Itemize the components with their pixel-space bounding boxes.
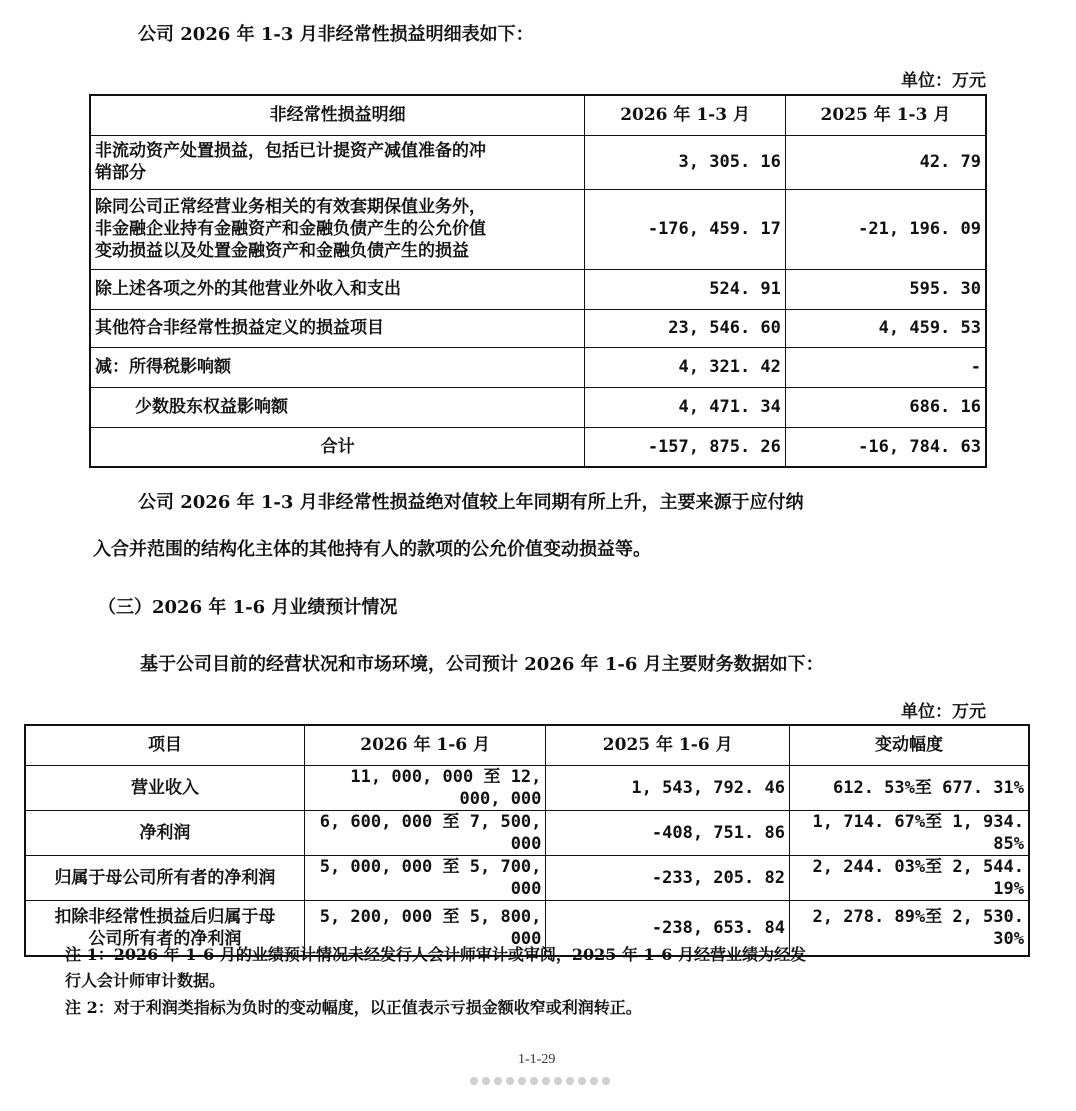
table2-value-2025: -238, 653. 84	[546, 900, 790, 956]
pager-dot[interactable]	[506, 1077, 514, 1085]
table2-value-2025: 1, 543, 792. 46	[546, 765, 790, 810]
table2-value-2025: -233, 205. 82	[546, 855, 790, 900]
analysis-paragraph-line-1: 公司 2026 年 1-3 月非经常性损益绝对值较上年同期有所上升，主要来源于应付纳	[138, 492, 804, 513]
table1-value-2025: 42. 79	[785, 135, 986, 189]
table2-header-item: 项目	[25, 725, 304, 765]
note-2: 注 2：对于利润类指标为负时的变动幅度，以正值表示亏损金额收窄或利润转正。	[65, 998, 642, 1017]
pager-dot[interactable]	[530, 1077, 538, 1085]
table1-item-line: 销部分	[95, 163, 146, 183]
table2-value-2026: 11, 000, 000 至 12, 000, 000	[304, 765, 546, 810]
table-row	[90, 347, 986, 387]
unit-label-2: 单位：万元	[901, 702, 986, 722]
table-row	[90, 309, 986, 347]
table2-header-2025: 2025 年 1-6 月	[546, 725, 790, 765]
analysis-paragraph-line-2: 入合并范围的结构化主体的其他持有人的款项的公允价值变动损益等。	[93, 539, 651, 560]
unit-label-1: 单位：万元	[901, 71, 986, 91]
table2-item-cell: 净利润	[25, 810, 304, 855]
table1-header-row	[90, 95, 986, 135]
table2-change: 1, 714. 67%至 1, 934. 85%	[789, 810, 1029, 855]
table1-item-cell	[90, 189, 585, 269]
table1-item-line: 除同公司正常经营业务相关的有效套期保值业务外，	[95, 197, 486, 217]
table1-header-2026: 2026 年 1-3 月	[585, 95, 786, 135]
table1-header-2025: 2025 年 1-3 月	[785, 95, 986, 135]
table-row	[25, 765, 1029, 810]
table2-change: 2, 278. 89%至 2, 530. 30%	[789, 900, 1029, 956]
table1-total-2026: -157, 875. 26	[585, 427, 786, 467]
note-1-line-1: 注 1：2026 年 1-6 月的业绩预计情况未经发行人会计师审计或审阅，2025 年 1-6 月经营业绩为经发	[65, 945, 807, 964]
page-number: 1-1-29	[518, 1052, 556, 1067]
table1-item-cell: 少数股东权益影响额	[90, 387, 585, 427]
table2-item-line: 扣除非经常性损益后归属于母	[54, 906, 276, 927]
table1-value-2026: 23, 546. 60	[585, 309, 786, 347]
table-row	[25, 855, 1029, 900]
pager-dot[interactable]	[554, 1077, 562, 1085]
table2-header-2026: 2026 年 1-6 月	[304, 725, 546, 765]
table-row	[90, 189, 986, 269]
table1-item-line: 变动损益以及处置金融资产和金融负债产生的损益	[95, 241, 469, 261]
table1-header-item: 非经常性损益明细	[90, 95, 585, 135]
table1-value-2025: 4, 459. 53	[785, 309, 986, 347]
pager-dot[interactable]	[566, 1077, 574, 1085]
table1-value-2025: -	[785, 347, 986, 387]
pager-dot[interactable]	[590, 1077, 598, 1085]
image-pager-dots	[470, 1077, 610, 1085]
table1-item-cell: 其他符合非经常性损益定义的损益项目	[90, 309, 585, 347]
table1-value-2026: 4, 471. 34	[585, 387, 786, 427]
table1-total-label: 合计	[90, 427, 585, 467]
pager-dot[interactable]	[578, 1077, 586, 1085]
pager-dot[interactable]	[482, 1077, 490, 1085]
table1-value-2025: 595. 30	[785, 269, 986, 309]
table1-item-cell	[90, 135, 585, 189]
pager-dot[interactable]	[518, 1077, 526, 1085]
pager-dot[interactable]	[602, 1077, 610, 1085]
table-row	[90, 387, 986, 427]
table2-value-2026: 5, 200, 000 至 5, 800, 000	[304, 900, 546, 956]
table2-value-2026: 5, 000, 000 至 5, 700, 000	[304, 855, 546, 900]
table2-value-2026: 6, 600, 000 至 7, 500, 000	[304, 810, 546, 855]
intro-text: 公司 2026 年 1-3 月非经常性损益明细表如下：	[138, 24, 534, 45]
forecast-table	[24, 724, 1030, 957]
table1-item-cell: 除上述各项之外的其他营业外收入和支出	[90, 269, 585, 309]
table-row	[25, 810, 1029, 855]
table1-value-2026: 4, 321. 42	[585, 347, 786, 387]
table1-total-2025: -16, 784. 63	[785, 427, 986, 467]
pager-dot[interactable]	[470, 1077, 478, 1085]
table1-value-2026: 524. 91	[585, 269, 786, 309]
forecast-intro-text: 基于公司目前的经营状况和市场环境，公司预计 2026 年 1-6 月主要财务数据如下：	[140, 654, 824, 675]
table1-value-2026: -176, 459. 17	[585, 189, 786, 269]
non-recurring-gains-table	[89, 94, 987, 468]
table2-change: 2, 244. 03%至 2, 544. 19%	[789, 855, 1029, 900]
table1-value-2026: 3, 305. 16	[585, 135, 786, 189]
table1-item-line: 非流动资产处置损益，包括已计提资产减值准备的冲	[95, 141, 486, 161]
table2-header-row	[25, 725, 1029, 765]
table1-value-2025: 686. 16	[785, 387, 986, 427]
table1-total-row	[90, 427, 986, 467]
table2-item-cell: 归属于母公司所有者的净利润	[25, 855, 304, 900]
table2-value-2025: -408, 751. 86	[546, 810, 790, 855]
pager-dot[interactable]	[494, 1077, 502, 1085]
table-row	[90, 135, 986, 189]
table1-item-line: 非金融企业持有金融资产和金融负债产生的公允价值	[95, 219, 486, 239]
table2-change: 612. 53%至 677. 31%	[789, 765, 1029, 810]
note-1-line-2: 行人会计师审计数据。	[65, 971, 226, 990]
table2-item-cell: 营业收入	[25, 765, 304, 810]
table-row	[90, 269, 986, 309]
pager-dot[interactable]	[542, 1077, 550, 1085]
table1-item-cell: 减：所得税影响额	[90, 347, 585, 387]
table2-item-line: 公司所有者的净利润	[88, 928, 242, 949]
table1-value-2025: -21, 196. 09	[785, 189, 986, 269]
section-title: （三）2026 年 1-6 月业绩预计情况	[98, 597, 398, 618]
table2-header-change: 变动幅度	[789, 725, 1029, 765]
